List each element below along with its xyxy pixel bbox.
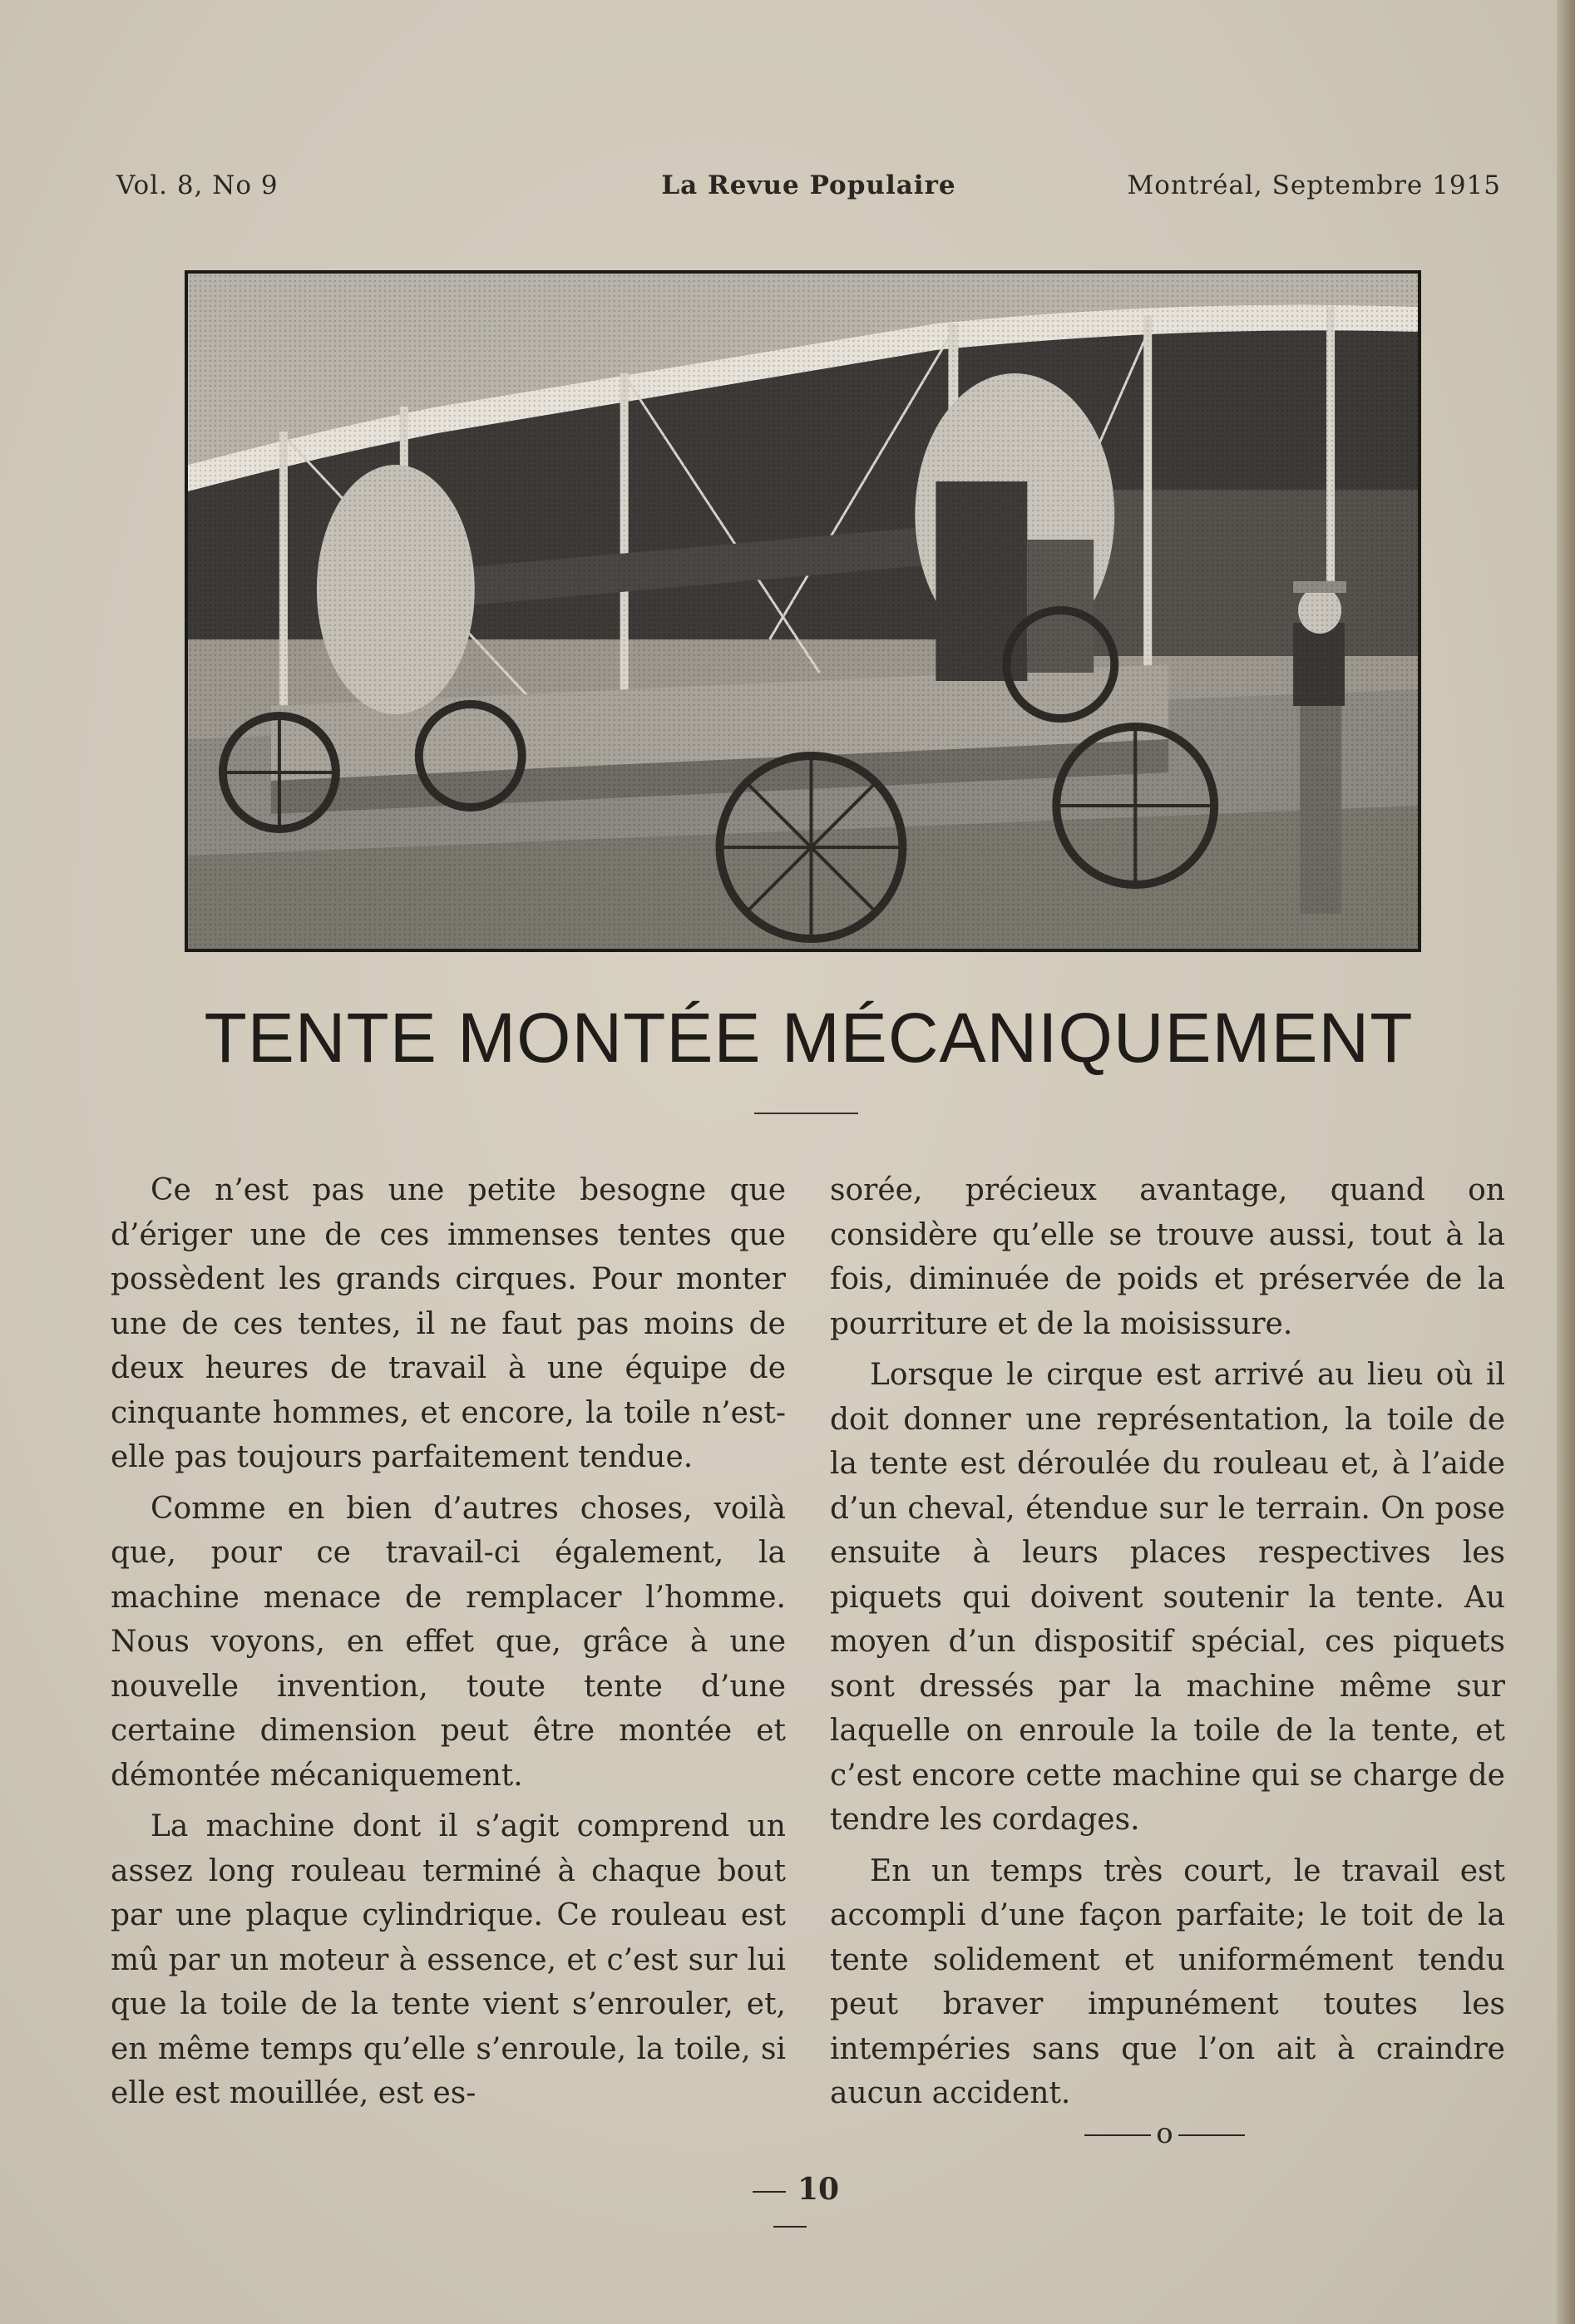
- place-and-date: Montréal, Septembre 1915: [1127, 170, 1501, 200]
- paragraph-continuation: sorée, précieux avantage, quand on considère qu’elle se trouve aussi, tout à la fois, diminuée de poids et préservée de la pourriture et de la moisissure.: [830, 1173, 1505, 1341]
- folio-dash-right: [773, 2226, 807, 2228]
- end-rule-left: [1084, 2134, 1151, 2136]
- volume-number: Vol. 8, No 9: [116, 170, 279, 200]
- photo-illustration: [188, 274, 1418, 949]
- page-number: [715, 2172, 865, 2242]
- end-mark-glyph: o: [1156, 2117, 1173, 2150]
- end-rule-right: [1178, 2134, 1245, 2136]
- paragraph: Ce n’est pas une petite besogne que d’ériger une de ces immenses tentes que possèdent les grands cirques. Pour monter une de ces tentes, il ne faut pas moins de deux heures de travail à une équipe de cinquante hommes, et encore, la toile n’est-elle pas toujours parfaitement tendue.: [111, 1173, 786, 1474]
- paragraph: La machine dont il s’agit comprend un assez long rouleau terminé à chaque bout par une plaque cylindrique. Ce rouleau est mû par un moteur à essence, et c’est sur lui que la toile de la tente vient s’enrouler, et, en même temps qu’elle s’enroule, la toile, si elle est mouillée, est es-: [111, 1809, 786, 2110]
- left-column: [111, 1168, 786, 2116]
- folio-dash-left: [753, 2191, 786, 2193]
- tent-machine-photograph: [185, 270, 1421, 952]
- paragraph: Lorsque le cirque est arrivé au lieu où il doit donner une représentation, la toile de la tente est déroulée du rouleau et, à l’aide d’un cheval, étendue sur le terrain. On pose ensuite à leurs places respectives les piquets qui doivent soutenir la tente. Au moyen d’un dispositif spécial, ces piquets sont dressés par la machine même sur laquelle on enroule la toile de la tente, et c’est encore cette machine qui se charge de tendre les cordages.: [830, 1358, 1505, 1837]
- article-title: TENTE MONTÉE MÉCANIQUEMENT: [204, 999, 1414, 1077]
- running-header: [116, 170, 1501, 209]
- paragraph: En un temps très court, le travail est accompli d’une façon parfaite; le toit de la tente solidement et uniformément tendu peut braver impunément toutes les intempéries sans que l’on ait à craindre aucun accident.: [830, 1853, 1505, 2110]
- page-number-value: 10: [797, 2172, 840, 2207]
- right-column: [830, 1168, 1505, 2116]
- title-divider: [754, 1113, 858, 1114]
- paragraph: Comme en bien d’autres choses, voilà que, pour ce travail-ci également, la machine menace de remplacer l’homme. Nous voyons, en effet que, grâce à une nouvelle invention, toute tente d’une certaine dimension peut être montée et démontée mécaniquement.: [111, 1491, 786, 1793]
- article-end-mark: [1075, 2117, 1254, 2150]
- magazine-name: La Revue Populaire: [661, 170, 956, 200]
- page-spine-edge: [1557, 0, 1575, 2324]
